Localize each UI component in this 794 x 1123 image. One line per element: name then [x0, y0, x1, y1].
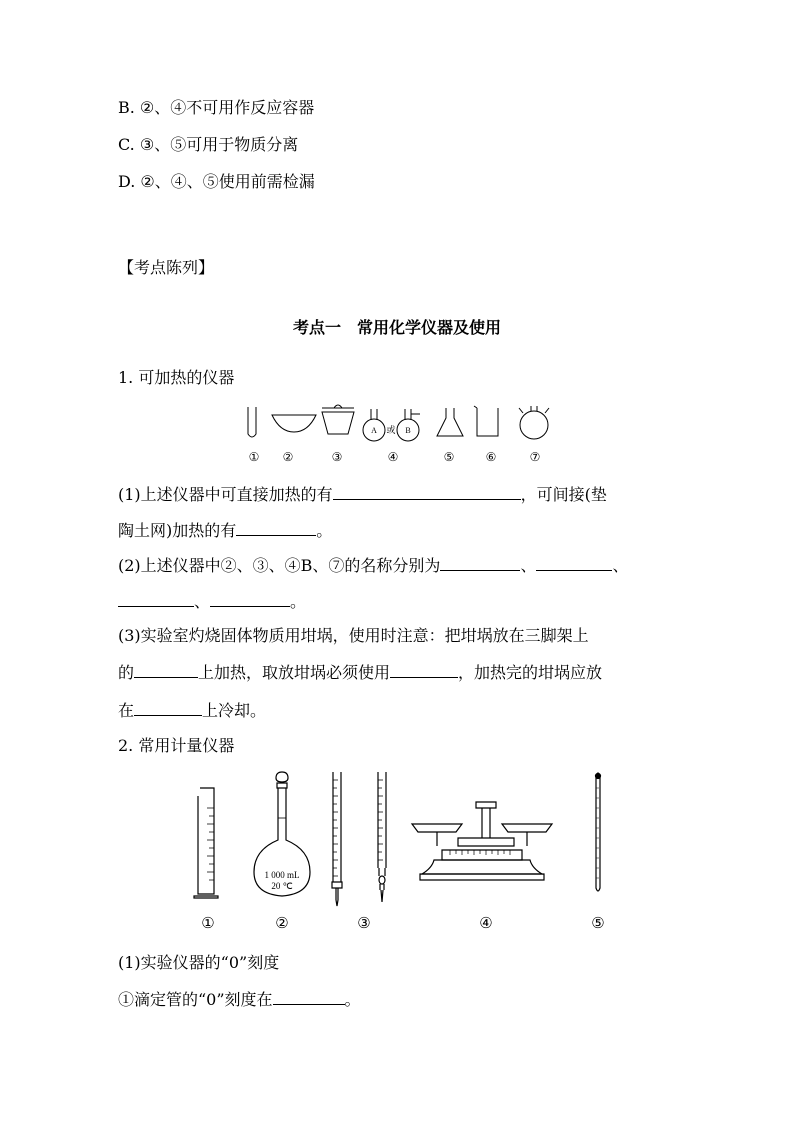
evaporating-dish-icon	[272, 415, 316, 432]
separator: 、	[520, 556, 537, 575]
acid-burette-icon	[332, 772, 342, 906]
distilling-flask-b-icon	[397, 409, 420, 441]
q1-part1-text-a: (1)上述仪器中可直接加热的有	[118, 485, 333, 504]
answer-blank-direct-heat[interactable]	[333, 482, 521, 500]
fig2-label-3: ③	[357, 914, 371, 932]
beaker-icon	[474, 406, 498, 436]
section-title: 考点一 常用化学仪器及使用	[292, 318, 501, 337]
answer-blank-name-4[interactable]	[210, 589, 290, 607]
q1-part3-line1: (3)实验室灼烧固体物质用坩埚，使用时注意：把坩埚放在三脚架上	[118, 626, 589, 645]
answer-blank-burette-zero[interactable]	[273, 987, 345, 1005]
q1-part3-text-e: 在	[118, 701, 135, 720]
option-d: D. ②、④、⑤使用前需检漏	[118, 172, 315, 191]
answer-blank-name-2[interactable]	[536, 553, 612, 571]
round-flask-a-icon	[363, 409, 385, 441]
flask-b-label: B	[405, 426, 411, 435]
fig2-label-5: ⑤	[591, 914, 605, 932]
three-neck-flask-icon	[519, 406, 549, 439]
flask-a-label: A	[371, 426, 377, 435]
fig1-label-1: ①	[248, 450, 260, 464]
option-c: C. ③、⑤可用于物质分离	[118, 135, 299, 154]
answer-blank-name-3[interactable]	[118, 589, 194, 607]
q1-part1-text-c: 陶土网)加热的有	[118, 521, 237, 540]
q1-part3-text-b: 的	[118, 663, 135, 682]
flask-temp-label: 20 ℃	[271, 881, 293, 891]
answer-blank-heat-on[interactable]	[134, 660, 198, 678]
fig1-label-2: ②	[282, 450, 294, 464]
q1-part3-text-d: ，加热完的坩埚应放	[458, 663, 603, 682]
q2-sub1: (1)实验仪器的“0”刻度	[118, 953, 280, 972]
thermometer-icon	[596, 773, 601, 891]
graduated-cylinder-icon	[194, 788, 218, 898]
q2-heading: 2. 常用计量仪器	[118, 736, 235, 755]
q1-heading: 1. 可加热的仪器	[118, 368, 235, 387]
q1-part2-line2	[118, 589, 306, 614]
test-tube-icon	[248, 407, 256, 437]
option-b: B. ②、④不可用作反应容器	[118, 98, 315, 117]
fig1-label-3: ③	[331, 450, 343, 464]
fig2-label-1: ①	[201, 914, 215, 932]
measuring-instruments-figure	[180, 768, 620, 914]
base-burette-icon	[378, 772, 386, 902]
conical-flask-icon	[437, 408, 463, 436]
crucible-icon	[322, 405, 354, 434]
flask-or-label: 或	[386, 426, 396, 436]
q1-part3-text-f: 上冷却。	[202, 701, 267, 720]
q2-sub1-item-text: ①滴定管的“0”刻度在	[118, 990, 273, 1009]
fig1-label-6: ⑥	[485, 450, 497, 464]
balance-scale-icon	[412, 802, 552, 880]
section-tag: 【考点陈列】	[118, 258, 215, 277]
flask-volume-label: 1 000 mL	[264, 870, 300, 880]
q1-part3-line3	[118, 698, 266, 723]
q1-part1-text-d: 。	[316, 521, 333, 540]
answer-blank-name-1[interactable]	[440, 553, 520, 571]
q1-part2-line1	[118, 553, 628, 578]
q1-part3-text-c: 上加热，取放坩埚必须使用	[198, 663, 391, 682]
separator: 、	[194, 592, 211, 611]
fig2-label-2: ②	[275, 914, 289, 932]
q2-sub1-end: 。	[344, 990, 361, 1009]
fig1-label-7: ⑦	[529, 450, 541, 464]
q1-part1-line1	[118, 482, 607, 507]
fig1-label-5: ⑤	[443, 450, 455, 464]
q2-sub1-item	[118, 987, 361, 1012]
q1-part2-end: 。	[290, 592, 307, 611]
q1-part3-line2	[118, 660, 602, 685]
answer-blank-tool[interactable]	[390, 660, 458, 678]
q1-part1-text-b: ，可间接(垫	[520, 485, 607, 504]
q1-part1-line2	[118, 518, 332, 543]
answer-blank-indirect-heat[interactable]	[236, 518, 316, 536]
answer-blank-cool-on[interactable]	[134, 698, 202, 716]
fig2-label-4: ④	[479, 914, 493, 932]
separator: 、	[612, 556, 629, 575]
q1-part2-text-a: (2)上述仪器中②、③、④B、⑦的名称分别为	[118, 556, 441, 575]
fig1-label-4: ④	[387, 450, 399, 464]
